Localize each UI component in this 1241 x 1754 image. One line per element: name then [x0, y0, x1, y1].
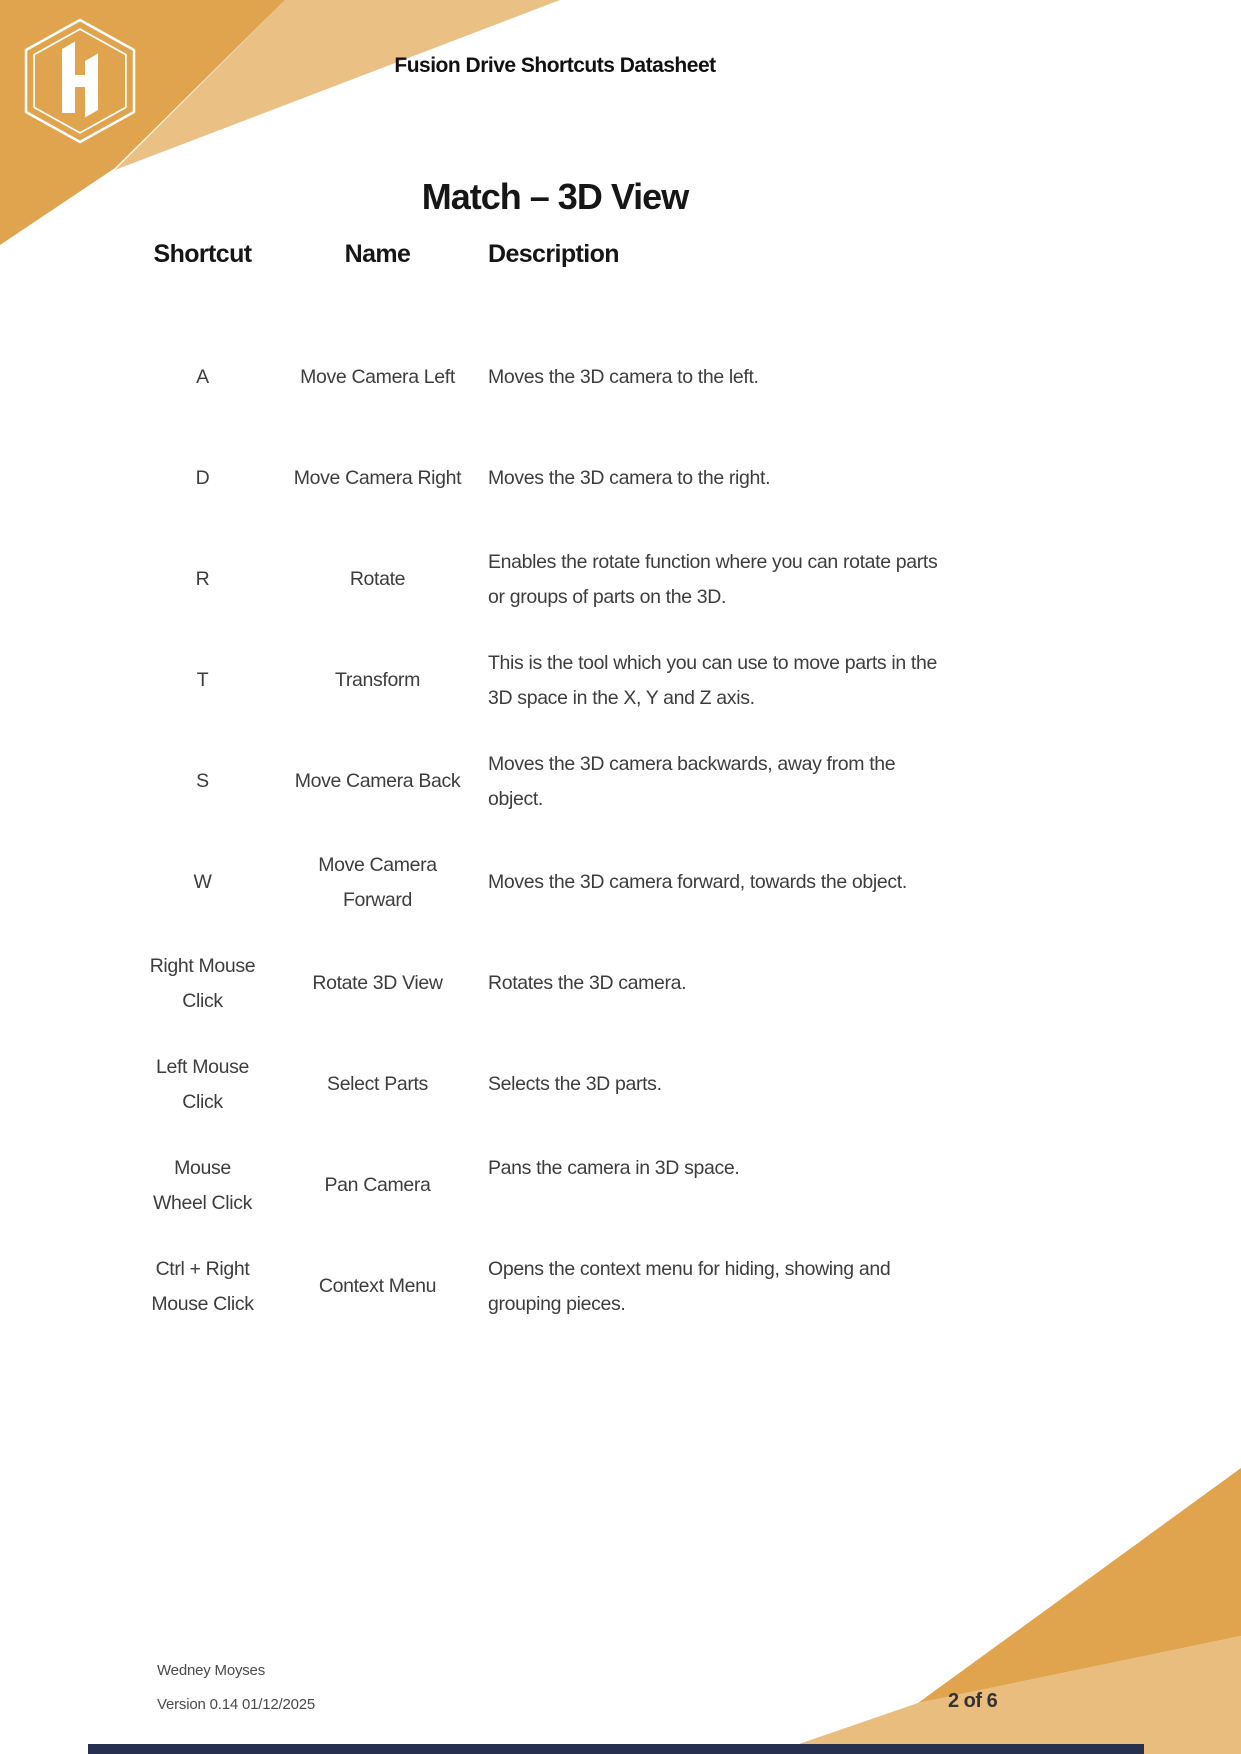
cell-line: This is the tool which you can use to move parts in the	[488, 651, 937, 674]
row-shortcut	[115, 1151, 290, 1221]
cell-line: Forward	[342, 888, 413, 911]
cell-line: Wheel Click	[152, 1191, 253, 1214]
cell-line: Left Mouse	[156, 1055, 249, 1078]
table-body	[115, 327, 1125, 1337]
cell-line: Mouse Click	[151, 1292, 254, 1315]
table-header-row	[115, 240, 1125, 269]
page-title: Match – 3D View	[421, 176, 689, 217]
table-row	[115, 1236, 1125, 1337]
cell-line: Rotate 3D View	[312, 972, 443, 994]
cell-line: Selects the 3D parts.	[488, 1073, 662, 1095]
cell-line: Move Camera Left	[300, 366, 455, 388]
table-row	[115, 327, 1125, 428]
cell-line: T	[196, 669, 209, 691]
row-name	[290, 848, 465, 918]
cell-line: Move Camera Right	[293, 467, 462, 489]
column-header-description: Description	[488, 240, 619, 268]
table-row	[115, 933, 1125, 1034]
row-shortcut	[115, 764, 290, 799]
shortcuts-table	[115, 240, 1125, 1315]
cell-line: R	[195, 568, 210, 590]
table-row	[115, 731, 1125, 832]
row-name	[290, 764, 465, 799]
row-name	[290, 1269, 465, 1304]
cell-line: Rotate	[349, 568, 406, 590]
cell-line: W	[193, 871, 212, 893]
row-description	[488, 1067, 998, 1102]
row-name	[290, 663, 465, 698]
cell-line: Context Menu	[318, 1275, 437, 1297]
cell-line: Mouse	[174, 1156, 231, 1179]
cell-line: or groups of parts on the 3D.	[488, 585, 727, 608]
row-shortcut	[115, 461, 290, 496]
cell-line: Pans the camera in 3D space.	[488, 1156, 740, 1179]
table-row	[115, 630, 1125, 731]
row-shortcut	[115, 865, 290, 900]
footer-version: Version 0.14 01/12/2025	[157, 1696, 316, 1713]
row-name	[290, 1067, 465, 1102]
row-description	[488, 865, 998, 900]
row-description	[488, 646, 998, 716]
cell-line: Enables the rotate function where you can rotate parts	[488, 550, 938, 573]
row-shortcut	[115, 663, 290, 698]
row-description	[488, 545, 998, 615]
cell-line: Moves the 3D camera to the left.	[488, 366, 759, 388]
cell-line: Click	[182, 989, 223, 1012]
table-row	[115, 832, 1125, 933]
cell-line	[488, 1186, 998, 1221]
cell-line: A	[196, 366, 209, 388]
row-name	[290, 966, 465, 1001]
row-description	[488, 747, 998, 817]
table-row	[115, 1135, 1125, 1236]
column-header-name: Name	[344, 240, 411, 268]
row-shortcut	[115, 949, 290, 1019]
footer-author: Wedney Moyses	[157, 1662, 266, 1679]
row-description	[488, 1151, 998, 1221]
row-shortcut	[115, 1252, 290, 1322]
cell-line: Select Parts	[327, 1073, 428, 1095]
table-row	[115, 428, 1125, 529]
cell-line: Click	[182, 1090, 223, 1113]
cell-line: D	[195, 467, 210, 489]
row-name	[290, 1168, 465, 1203]
cell-line: Rotates the 3D camera.	[488, 972, 687, 994]
row-description	[488, 461, 998, 496]
cell-line: Move Camera Back	[294, 770, 461, 792]
row-shortcut	[115, 360, 290, 395]
header-title: Fusion Drive Shortcuts Datasheet	[394, 54, 716, 77]
row-name	[290, 562, 465, 597]
row-shortcut	[115, 1050, 290, 1120]
row-description	[488, 1252, 998, 1322]
cell-line: Moves the 3D camera backwards, away from the	[488, 752, 896, 775]
row-shortcut	[115, 562, 290, 597]
cell-line: Opens the context menu for hiding, showing and	[488, 1257, 891, 1280]
row-name	[290, 360, 465, 395]
cell-line: Ctrl + Right	[155, 1257, 250, 1280]
cell-line: Right Mouse	[149, 954, 256, 977]
cell-line: S	[196, 770, 209, 792]
cell-line: Moves the 3D camera to the right.	[488, 467, 771, 489]
row-description	[488, 966, 998, 1001]
cell-line: Moves the 3D camera forward, towards the object.	[488, 871, 907, 893]
cell-line: Pan Camera	[324, 1174, 431, 1196]
cell-line: object.	[488, 787, 544, 810]
row-description	[488, 360, 998, 395]
column-header-shortcut: Shortcut	[153, 240, 252, 268]
cell-line: grouping pieces.	[488, 1292, 626, 1315]
table-row	[115, 1034, 1125, 1135]
cell-line: 3D space in the X, Y and Z axis.	[488, 686, 755, 709]
row-name	[290, 461, 465, 496]
cell-line: Move Camera	[318, 853, 437, 876]
table-row	[115, 529, 1125, 630]
page-number: 2 of 6	[948, 1690, 998, 1712]
cell-line: Transform	[335, 669, 420, 691]
